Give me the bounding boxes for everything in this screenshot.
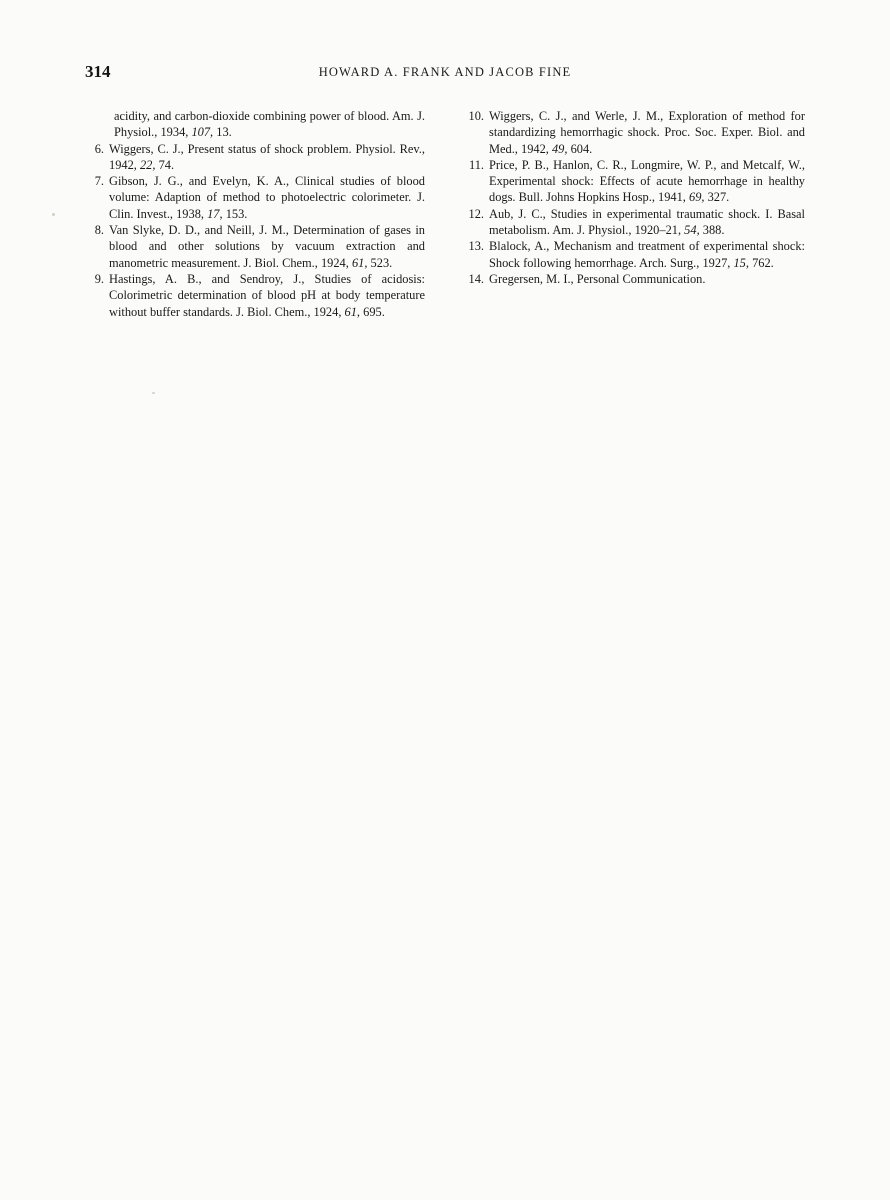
reference-text: Gibson, J. G., and Evelyn, K. A., Clinical studies of blood volume: Adaption of method to photoelectric colorimeter. J. Clin. Invest., 1938, 17, 153. [109,174,425,221]
reference-number: 8. [94,223,104,238]
reference-number: 11. [468,157,484,172]
reference-number: 12. [468,206,484,221]
reference-item [85,173,425,222]
reference-text: Aub, J. C., Studies in experimental traumatic shock. I. Basal metabolism. Am. J. Physiol., 1920–21, 54, 388. [489,206,805,238]
reference-number: 13. [468,239,484,254]
reference-item [465,238,805,271]
running-head: HOWARD A. FRANK AND JACOB FINE [318,65,572,79]
reference-text: Hastings, A. B., and Sendroy, J., Studies of acidosis: Colorimetric determination of blood pH at body temperature without buffer standards. J. Biol. Chem., 1924, 61, 695. [109,271,425,319]
reference-number: 10. [468,109,484,123]
left-column [85,108,425,320]
reference-text: Blalock, A., Mechanism and treatment of experimental shock: Shock following hemorrhage. Arch. Surg., 1927, 15, 762. [489,239,805,270]
reference-number: 6. [94,141,104,156]
paper-speck [52,213,55,216]
right-column [465,108,805,320]
reference-text: Price, P. B., Hanlon, C. R., Longmire, W. P., and Metcalf, W., Experimental shock: Effects of acute hemorrhage in healthy dogs. Bull. Johns Hopkins Hosp., 1941, 69, 327. [489,157,805,205]
reference-item [85,141,425,174]
reference-text: Wiggers, C. J., Present status of shock problem. Physiol. Rev., 1942, 22, 74. [109,141,425,172]
page-number: 314 [85,62,111,81]
reference-item [465,271,805,287]
references-columns [85,108,805,320]
page-header [85,62,805,84]
reference-number: 7. [94,174,104,189]
reference-text: Gregersen, M. I., Personal Communication. [489,271,706,286]
reference-item [465,108,805,157]
reference-text: Van Slyke, D. D., and Neill, J. M., Determination of gases in blood and other solutions by vacuum extraction and manometric measurement. J. Biol. Chem., 1924, 61, 523. [109,223,425,270]
reference-text: acidity, and carbon-dioxide combining power of blood. Am. J. Physiol., 1934, 107, 13. [114,109,425,140]
reference-text: Wiggers, C. J., and Werle, J. M., Exploration of method for standardizing hemorrhagic shock. Proc. Soc. Exper. Biol. and Med., 1942, 49, 604. [489,109,805,156]
reference-item [465,157,805,206]
reference-item [465,206,805,239]
reference-item [85,222,425,271]
reference-item [85,271,425,320]
reference-continuation [114,108,425,141]
reference-number: 9. [94,271,104,286]
paper-speck [152,392,155,394]
reference-number: 14. [468,271,484,286]
